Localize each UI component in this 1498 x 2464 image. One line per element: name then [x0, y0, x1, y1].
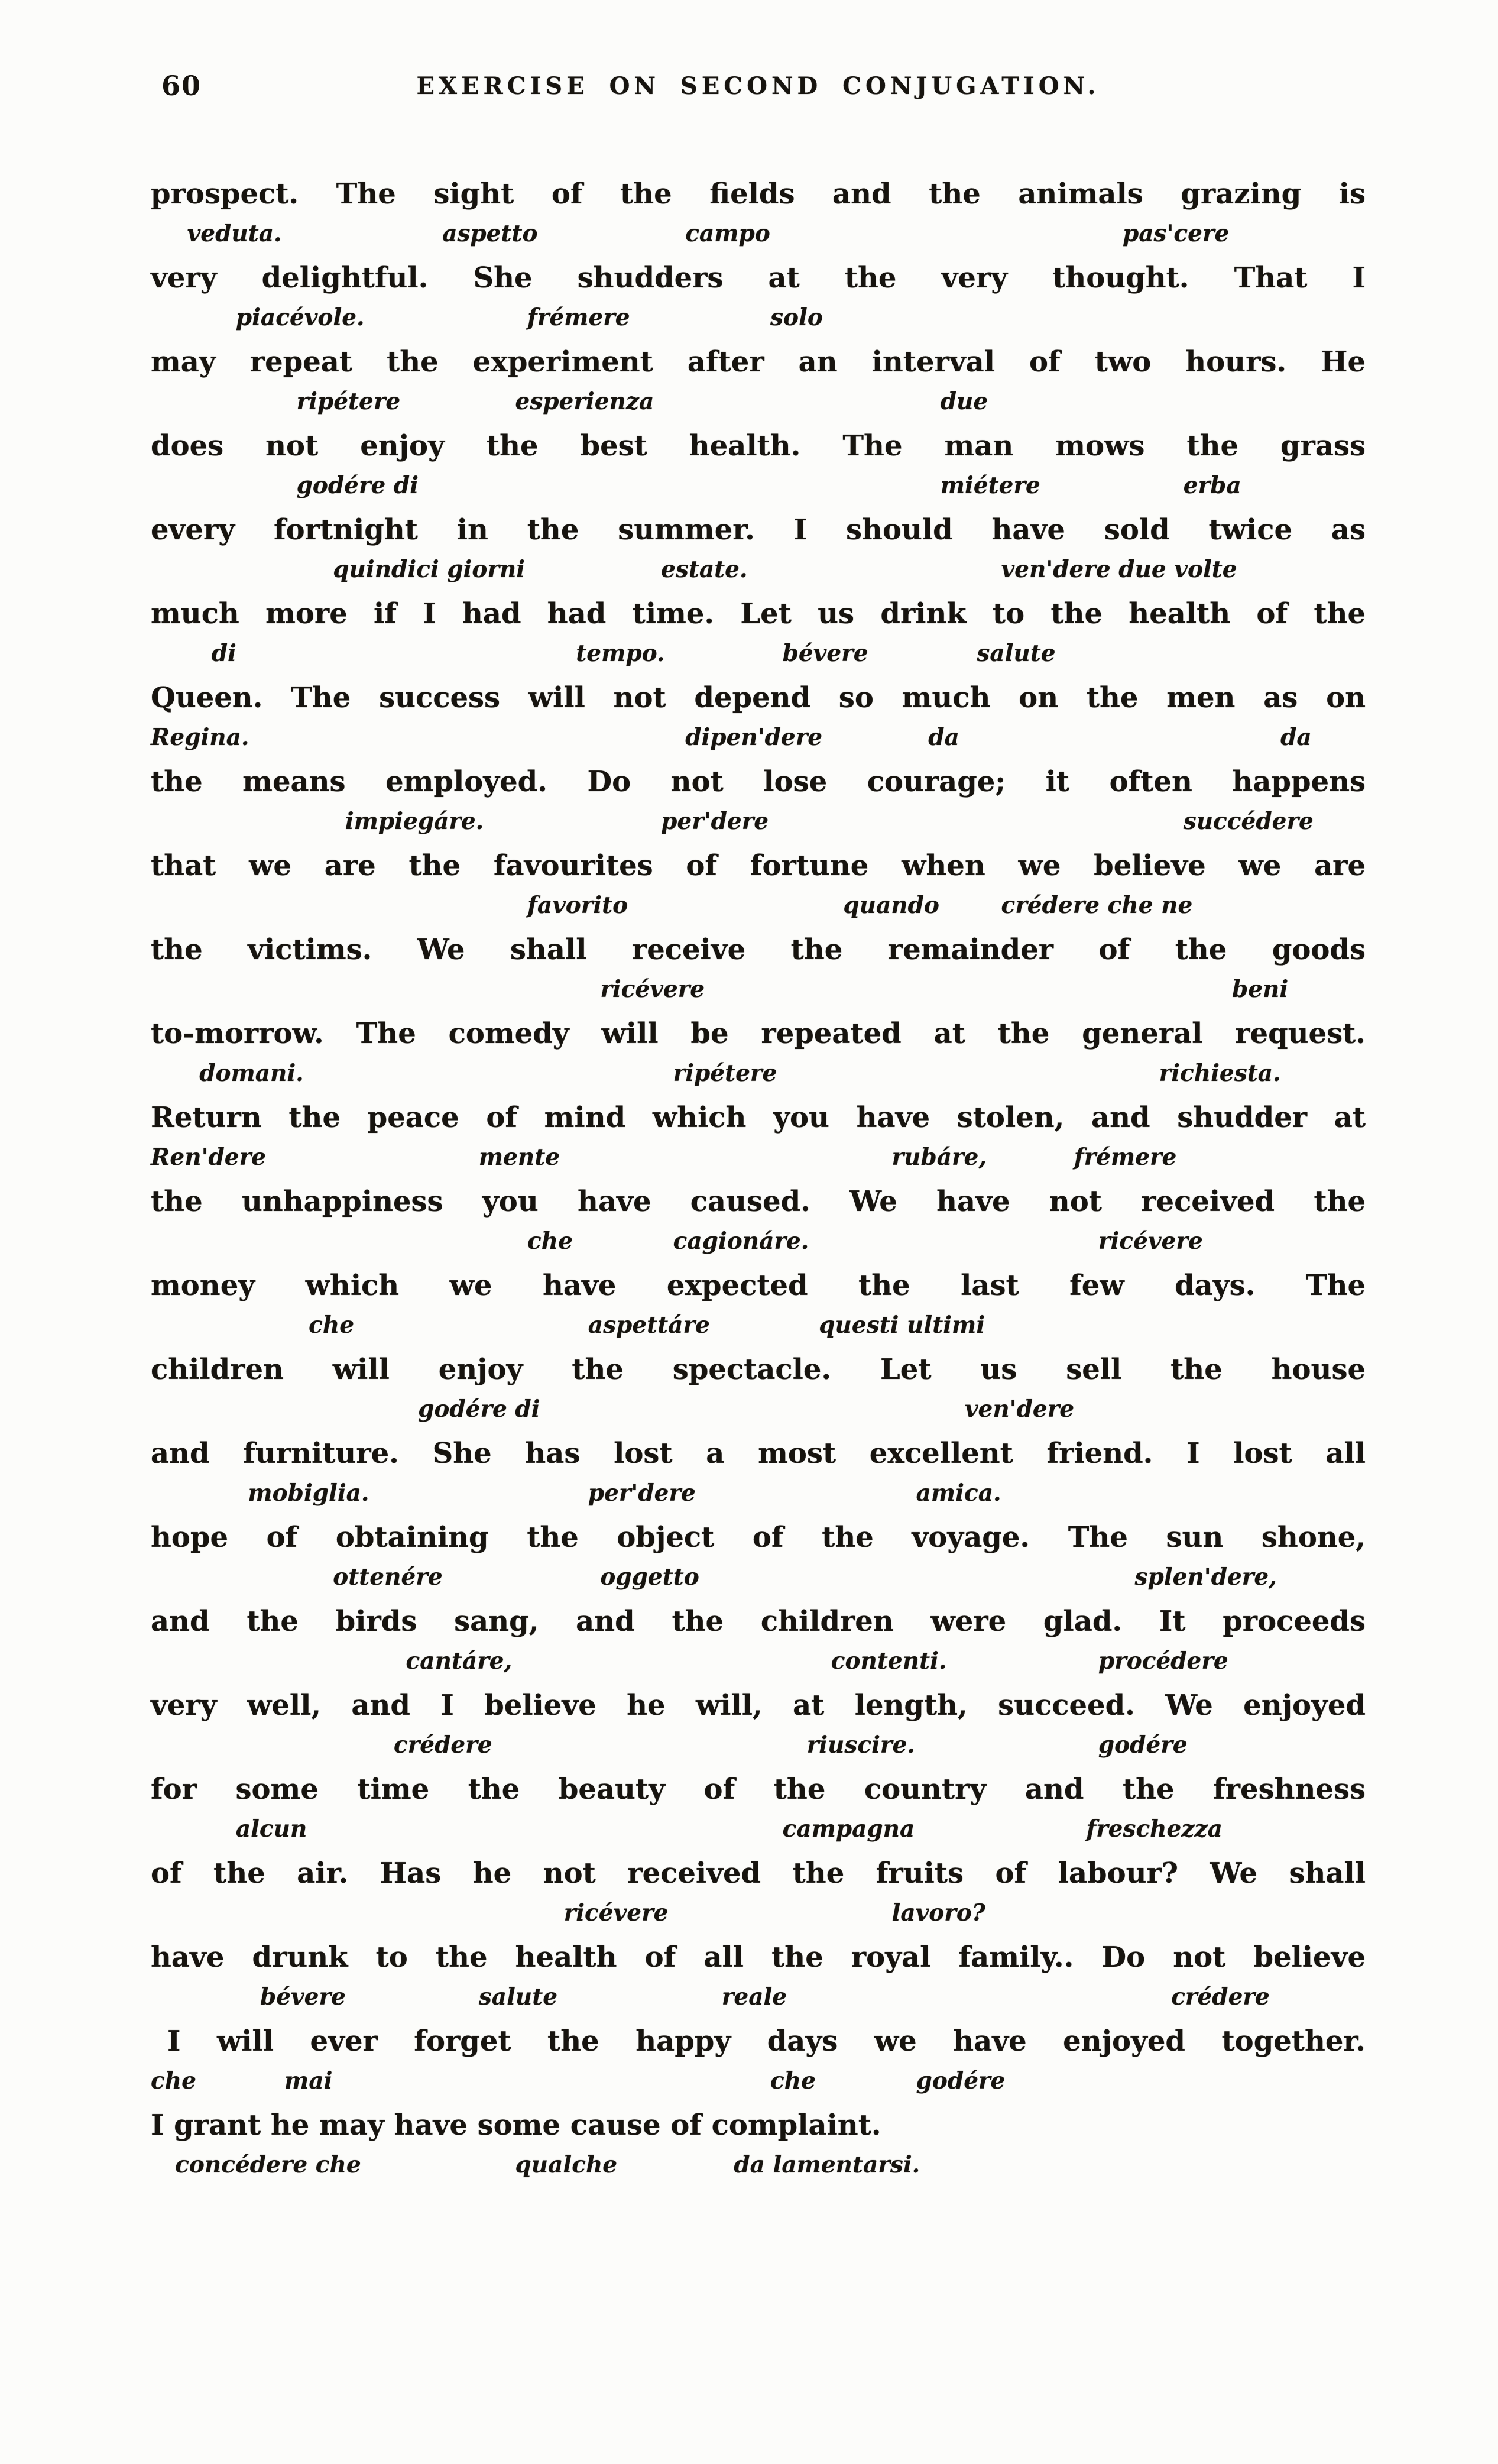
italian-gloss: aspettáre [588, 1312, 710, 1339]
gloss-line [151, 887, 1366, 928]
italian-gloss: salute [977, 640, 1056, 667]
italian-gloss: ven'dere [964, 1395, 1075, 1423]
english-line: children will enjoy the spectacle. Let us sell the house [151, 1353, 1366, 1386]
english-line: the victims. We shall receive the remainder of the goods [151, 933, 1366, 966]
running-title: EXERCISE ON SECOND CONJUGATION. [416, 72, 1100, 100]
italian-gloss: questi ultimi [819, 1312, 985, 1339]
line-pair [151, 1936, 1366, 2020]
italian-gloss: crédere [394, 1731, 492, 1759]
line-pair [151, 592, 1366, 676]
line-pair [151, 425, 1366, 509]
italian-gloss: mente [478, 1144, 560, 1171]
gloss-line [151, 2146, 1366, 2188]
italian-gloss: che [151, 2067, 196, 2094]
line-pair [151, 341, 1366, 425]
italian-gloss: reale [721, 1983, 787, 2010]
english-line: very delightful. She shudders at the very thought. That I [151, 261, 1366, 294]
italian-gloss: estate. [661, 556, 748, 583]
english-line: the unhappiness you have caused. We have not received the [151, 1185, 1366, 1218]
line-pair [151, 2104, 1366, 2188]
italian-gloss: godére [916, 2067, 1006, 2094]
gloss-line [151, 1307, 1366, 1348]
italian-gloss: esperienza [515, 388, 654, 415]
italian-gloss: cagionáre. [673, 1228, 809, 1255]
italian-gloss: Ren'dere [151, 1144, 266, 1171]
italian-gloss: domani. [199, 1060, 304, 1087]
line-pair [151, 1516, 1366, 1600]
gloss-line [151, 551, 1366, 592]
italian-gloss: rubáre, [891, 1144, 987, 1171]
italian-gloss: per'dere [661, 808, 769, 835]
gloss-line [151, 1559, 1366, 1600]
gloss-line [151, 215, 1366, 257]
english-line: may repeat the experiment after an interval of two hours. He [151, 345, 1366, 378]
line-pair [151, 1012, 1366, 1096]
italian-gloss: Regina. [151, 724, 249, 751]
italian-gloss: di [211, 640, 236, 667]
italian-gloss: qualche [515, 2151, 618, 2178]
italian-gloss: dipen'dere [685, 724, 823, 751]
italian-gloss: godére [1098, 1731, 1188, 1759]
italian-gloss: splen'dere, [1134, 1563, 1277, 1591]
italian-gloss: quando [843, 892, 939, 919]
english-line: money which we have expected the last few days. The [151, 1269, 1366, 1302]
english-line: Return the peace of mind which you have stolen, and shudder at [151, 1101, 1366, 1134]
gloss-line [151, 803, 1366, 844]
italian-gloss: amica. [916, 1479, 1001, 1507]
italian-gloss: ricévere [563, 1899, 669, 1926]
line-pair [151, 844, 1366, 928]
line-pair [151, 1432, 1366, 1516]
italian-gloss: cantáre, [406, 1647, 513, 1675]
italian-gloss: solo [770, 304, 823, 331]
italian-gloss: ripétere [673, 1060, 777, 1087]
italian-gloss: beni [1231, 976, 1289, 1003]
page-header [151, 70, 1366, 108]
line-pair [151, 676, 1366, 760]
line-pair [151, 1180, 1366, 1264]
italian-gloss: concédere che [175, 2151, 361, 2178]
line-pair [151, 1684, 1366, 1768]
italian-gloss: lavoro? [891, 1899, 985, 1926]
italian-gloss: oggetto [600, 1563, 699, 1591]
line-pair [151, 173, 1366, 257]
line-pair [151, 760, 1366, 844]
italian-gloss: contenti. [831, 1647, 947, 1675]
italian-gloss: ven'dere due volte [1001, 556, 1237, 583]
italian-gloss: che [309, 1312, 355, 1339]
italian-gloss: erba [1183, 472, 1241, 499]
gloss-line [151, 1811, 1366, 1852]
italian-gloss: freschezza [1086, 1815, 1223, 1843]
gloss-line [151, 1223, 1366, 1264]
gloss-line [151, 1895, 1366, 1936]
gloss-line [151, 635, 1366, 676]
english-line: I will ever forget the happy days we have enjoyed together. [167, 2025, 1366, 2058]
italian-gloss: aspetto [442, 220, 538, 247]
italian-gloss: ottenére [333, 1563, 443, 1591]
gloss-line [151, 1643, 1366, 1684]
italian-gloss: salute [478, 1983, 558, 2010]
italian-gloss: campagna [782, 1815, 915, 1843]
line-pair [151, 1852, 1366, 1936]
italian-gloss: godére di [296, 472, 419, 499]
gloss-line [151, 1391, 1366, 1432]
line-pair [151, 2020, 1366, 2104]
italian-gloss: campo [685, 220, 770, 247]
italian-gloss: da lamentarsi. [734, 2151, 920, 2178]
line-pair [151, 1348, 1366, 1432]
italian-gloss: da [928, 724, 959, 751]
italian-gloss: bévere [260, 1983, 346, 2010]
italian-gloss: tempo. [576, 640, 665, 667]
line-pair [151, 509, 1366, 592]
italian-gloss: due [940, 388, 988, 415]
italian-gloss: riuscire. [806, 1731, 915, 1759]
italian-gloss: quindici giorni [333, 556, 526, 583]
line-pair [151, 928, 1366, 1012]
gloss-line [151, 1139, 1366, 1180]
english-line: the means employed. Do not lose courage; it often happens [151, 765, 1366, 798]
english-line: very well, and I believe he will, at length, succeed. We enjoyed [151, 1689, 1366, 1722]
line-pair [151, 1600, 1366, 1684]
italian-gloss: frémere [1074, 1144, 1177, 1171]
italian-gloss: procédere [1098, 1647, 1228, 1675]
italian-gloss: favorito [527, 892, 628, 919]
english-line: and the birds sang, and the children were glad. It proceeds [151, 1605, 1366, 1638]
italian-gloss: da [1280, 724, 1312, 751]
italian-gloss: mobiglia. [248, 1479, 369, 1507]
italian-gloss: ricévere [1098, 1228, 1203, 1255]
gloss-line [151, 971, 1366, 1012]
gloss-line [151, 2062, 1366, 2104]
english-line: hope of obtaining the object of the voyage. The sun shone, [151, 1521, 1366, 1554]
italian-gloss: succédere [1183, 808, 1314, 835]
italian-gloss: che [770, 2067, 816, 2094]
english-line: of the air. Has he not received the fruits of labour? We shall [151, 1857, 1366, 1890]
italian-gloss: mai [284, 2067, 333, 2094]
english-line: does not enjoy the best health. The man mows the grass [151, 429, 1366, 462]
italian-gloss: crédere [1171, 1983, 1270, 2010]
italian-gloss: ricévere [600, 976, 705, 1003]
italian-gloss: bévere [782, 640, 868, 667]
english-line: have drunk to the health of all the royal family.. Do not believe [151, 1941, 1366, 1974]
english-line: and furniture. She has lost a most excellent friend. I lost all [151, 1437, 1366, 1470]
gloss-line [151, 383, 1366, 425]
italian-gloss: pas'cere [1123, 220, 1230, 247]
italian-gloss: alcun [235, 1815, 307, 1843]
english-line: for some time the beauty of the country and the freshness [151, 1773, 1366, 1806]
italian-gloss: crédere che ne [1001, 892, 1193, 919]
italian-gloss: ripétere [296, 388, 401, 415]
gloss-line [151, 1979, 1366, 2020]
english-line: every fortnight in the summer. I should have sold twice as [151, 513, 1366, 546]
italian-gloss: impiegáre. [345, 808, 484, 835]
italian-gloss: godére di [418, 1395, 540, 1423]
italian-gloss: veduta. [187, 220, 282, 247]
english-line: to-morrow. The comedy will be repeated at the general request. [151, 1017, 1366, 1050]
italian-gloss: per'dere [588, 1479, 696, 1507]
line-pair [151, 1264, 1366, 1348]
italian-gloss: richiesta. [1159, 1060, 1281, 1087]
line-pair [151, 257, 1366, 341]
english-line: I grant he may have some cause of complaint. [151, 2109, 881, 2142]
gloss-line [151, 467, 1366, 509]
gloss-line [151, 1055, 1366, 1096]
gloss-line [151, 719, 1366, 760]
line-pair [151, 1768, 1366, 1852]
exercise-body [151, 173, 1366, 2188]
gloss-line [151, 299, 1366, 341]
italian-gloss: piacévole. [235, 304, 365, 331]
english-line: prospect. The sight of the fields and the animals grazing is [151, 177, 1366, 211]
line-pair [151, 1096, 1366, 1180]
english-line: Queen. The success will not depend so much on the men as on [151, 681, 1366, 714]
english-line: that we are the favourites of fortune when we believe we are [151, 849, 1366, 882]
italian-gloss: miétere [940, 472, 1040, 499]
italian-gloss: che [527, 1228, 573, 1255]
page-number: 60 [161, 70, 202, 102]
gloss-line [151, 1727, 1366, 1768]
english-line: much more if I had had time. Let us drink to the health of the [151, 597, 1366, 630]
italian-gloss: frémere [527, 304, 630, 331]
gloss-line [151, 1475, 1366, 1516]
